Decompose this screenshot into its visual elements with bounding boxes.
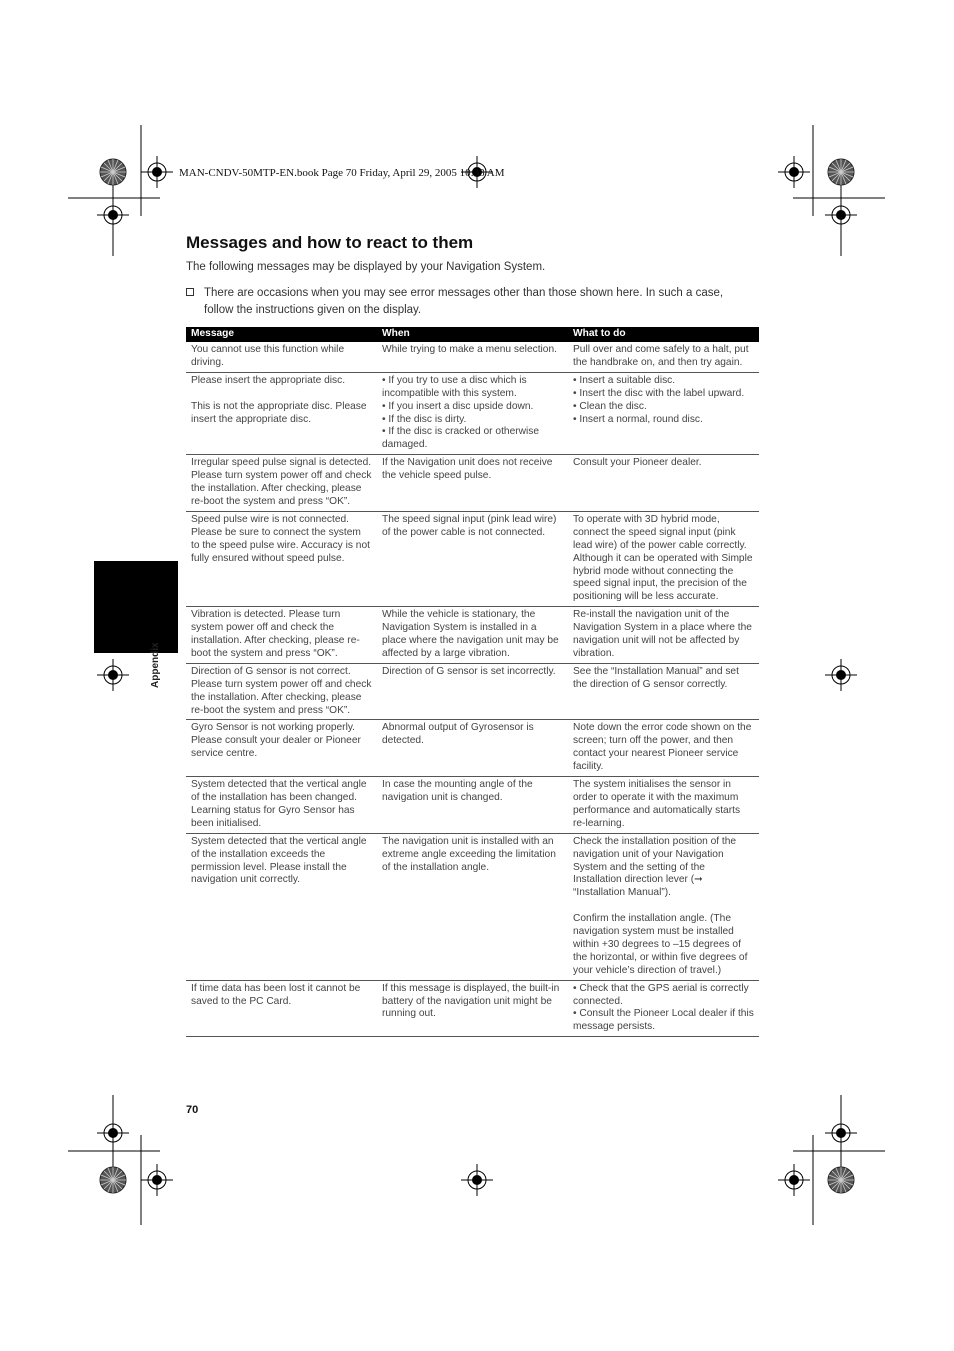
what-to-do-cell	[568, 455, 759, 512]
message-cell	[186, 607, 377, 664]
what-to-do-cell	[568, 663, 759, 720]
page-title: Messages and how to react to them	[186, 233, 474, 252]
cell-text: • Consult the Pioneer Local dealer if this message persists.	[573, 1008, 754, 1033]
column-header-message: Message	[186, 327, 377, 342]
cell-text: • If you try to use a disc which is incompatible with this system.	[382, 374, 527, 399]
what-to-do-cell	[568, 607, 759, 664]
when-cell	[377, 511, 568, 606]
cell-text: Re-install the navigation unit of the Navigation System in a place where the navigation unit will not be affected by vibration.	[573, 609, 752, 659]
cell-text: • If the disc is dirty.	[382, 413, 467, 425]
when-cell	[377, 980, 568, 1037]
checkbox-icon	[186, 288, 194, 296]
cell-text: Note down the error code shown on the screen; turn off the power, and then contact your nearest Pioneer service facility.	[573, 722, 752, 773]
cell-text: To operate with 3D hybrid mode, connect the speed signal input (pink lead wire) of the power cable correctly. Although it can be operated with Simple hybrid mode without connecting the speed signal input, the precision of the positioning will be less accurate.	[573, 513, 753, 603]
message-cell	[186, 511, 377, 606]
when-cell	[377, 342, 568, 372]
message-cell	[186, 833, 377, 980]
table-header-row	[186, 327, 759, 342]
when-cell	[377, 777, 568, 834]
table-row	[186, 980, 759, 1037]
table-row	[186, 455, 759, 512]
when-cell	[377, 663, 568, 720]
cell-text: Confirm the installation angle. (The navigation system must be installed within +30 degrees to –15 degrees of the horizontal, or within five degrees of your vehicle’s direction of travel.)	[573, 913, 748, 976]
table-row	[186, 342, 759, 372]
what-to-do-cell	[568, 777, 759, 834]
cell-text: While trying to make a menu selection.	[382, 344, 557, 355]
messages-table	[186, 327, 759, 1037]
table-body	[186, 342, 759, 1037]
cell-text: See the “Installation Manual” and set the direction of G sensor correctly.	[573, 665, 739, 690]
page-number: 70	[186, 1104, 199, 1116]
what-to-do-cell	[568, 342, 759, 372]
cell-text: If time data has been lost it cannot be saved to the PC Card.	[191, 982, 361, 1007]
cell-text: While the vehicle is stationary, the Navigation System is installed in a place where the navigation unit may be affected by a large vibration.	[382, 609, 559, 659]
cell-text: System detected that the vertical angle of the installation exceeds the permission level. Please install the navigation unit correctly.	[191, 835, 367, 886]
when-cell	[377, 607, 568, 664]
column-header-what-to-do: What to do	[568, 327, 759, 342]
what-to-do-cell	[568, 511, 759, 606]
table-row	[186, 607, 759, 664]
when-cell	[377, 720, 568, 777]
cell-text: The speed signal input (pink lead wire) of the power cable is not connected.	[382, 513, 557, 538]
cell-text: Direction of G sensor is set incorrectly.	[382, 665, 556, 677]
cell-text: The navigation unit is installed with an extreme angle exceeding the limitation of the installation angle.	[382, 835, 556, 873]
note	[186, 285, 746, 319]
cell-text: Consult your Pioneer dealer.	[573, 457, 702, 469]
cell-text: • Insert the disc with the label upward.	[573, 387, 745, 399]
table-row	[186, 663, 759, 720]
table-row	[186, 372, 759, 454]
cell-text: You cannot use this function while driving.	[191, 344, 345, 368]
cell-text: Direction of G sensor is not correct. Please turn system power off and check the installation. After checking, please re-boot the system and press “OK”.	[191, 665, 372, 716]
when-cell	[377, 372, 568, 454]
section-label: Appendix	[150, 642, 161, 688]
cell-text	[573, 900, 754, 913]
message-cell	[186, 372, 377, 454]
what-to-do-cell	[568, 372, 759, 454]
note-text: There are occasions when you may see error messages other than those shown here. In such a case, follow the instructions given on the display.	[204, 287, 724, 316]
section-tab	[94, 561, 178, 653]
cell-text: Please insert the appropriate disc.	[191, 374, 346, 386]
message-cell	[186, 777, 377, 834]
cell-text: Pull over and come safely to a halt, put the handbrake on, and then try again.	[573, 344, 749, 368]
message-cell	[186, 342, 377, 372]
when-cell	[377, 833, 568, 980]
table-row	[186, 833, 759, 980]
cell-text: • If you insert a disc upside down.	[382, 400, 534, 412]
cell-text: Gyro Sensor is not working properly. Please consult your dealer or Pioneer service centre.	[191, 722, 361, 760]
cell-text: Irregular speed pulse signal is detected. Please turn system power off and check the installation. After checking, please re-boot the system and press “OK”.	[191, 457, 372, 507]
cell-text: In case the mounting angle of the navigation unit is changed.	[382, 779, 533, 803]
table-row	[186, 720, 759, 777]
cell-text: If the Navigation unit does not receive the vehicle speed pulse.	[382, 457, 553, 482]
file-info-header: MAN-CNDV-50MTP-EN.book Page 70 Friday, April 29, 2005 10:33 AM	[179, 167, 505, 179]
cell-text: • Insert a normal, round disc.	[573, 413, 703, 425]
cell-text	[191, 388, 372, 401]
cell-text: Check the installation position of the navigation unit of your Navigation System and the setting of the Installation direction lever (➞ “Installation Manual”).	[573, 835, 737, 899]
what-to-do-cell	[568, 833, 759, 980]
cell-text: The system initialises the sensor in order to operate it with the maximum performance and automatically starts re-learning.	[573, 779, 741, 829]
what-to-do-cell	[568, 980, 759, 1037]
cell-text: Abnormal output of Gyrosensor is detected.	[382, 722, 534, 747]
intro-text: The following messages may be displayed by your Navigation System.	[186, 261, 546, 273]
table-row	[186, 511, 759, 606]
cell-text: • Check that the GPS aerial is correctly connected.	[573, 982, 749, 1007]
cell-text: • If the disc is cracked or otherwise damaged.	[382, 426, 540, 451]
cell-text: • Insert a suitable disc.	[573, 374, 676, 386]
cell-text: This is not the appropriate disc. Please insert the appropriate disc.	[191, 400, 367, 425]
when-cell	[377, 455, 568, 512]
what-to-do-cell	[568, 720, 759, 777]
message-cell	[186, 663, 377, 720]
message-cell	[186, 980, 377, 1037]
message-cell	[186, 455, 377, 512]
cell-text: • Clean the disc.	[573, 400, 647, 412]
table-row	[186, 777, 759, 834]
cell-text: Vibration is detected. Please turn system power off and check the installation. After checking, please re-boot the system and press “OK”.	[191, 609, 360, 659]
message-cell	[186, 720, 377, 777]
cell-text: If this message is displayed, the built-in battery of the navigation unit might be running out.	[382, 982, 560, 1020]
cell-text: System detected that the vertical angle of the installation has been changed. Learning status for Gyro Sensor has been initialised.	[191, 779, 367, 829]
column-header-when: When	[377, 327, 568, 342]
cell-text: Speed pulse wire is not connected. Please be sure to connect the system to the speed pulse wire. Accuracy is not fully ensured without speed pulse.	[191, 513, 370, 564]
